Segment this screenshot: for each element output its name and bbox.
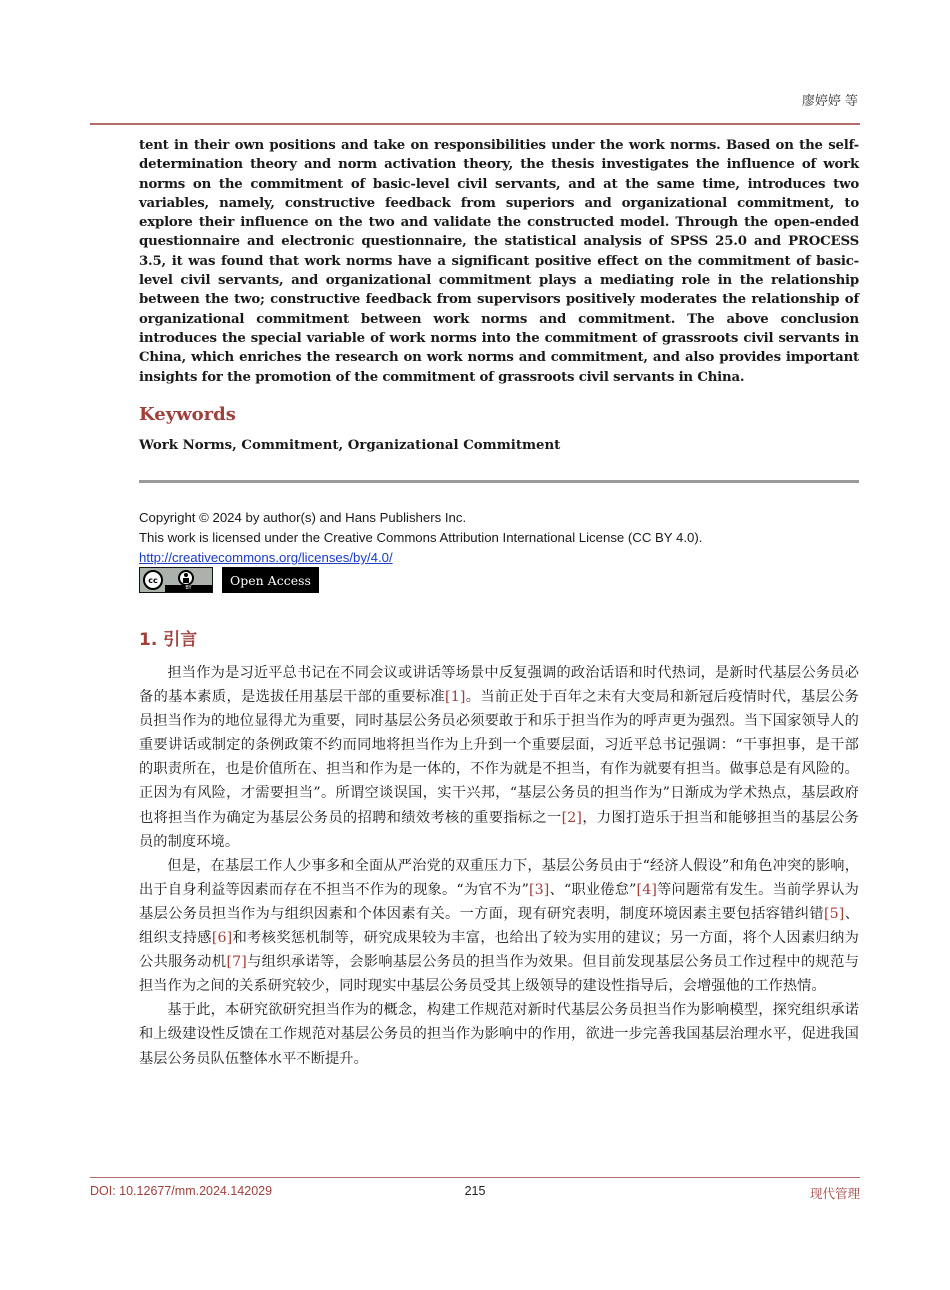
copyright-block: [139, 508, 702, 568]
by-label: BY: [165, 585, 212, 592]
paragraph-3: 基于此，本研究欲研究担当作为的概念，构建工作规范对新时代基层公务员担当作为影响模型，探究组织承诺和上级建设性反馈在工作规范对基层公务员的担当作为影响中的作用，欲进一步完善我国基层治理水平，促进我国基层公务员队伍整体水平不断提升。: [139, 1002, 859, 1067]
open-access-badge: Open Access: [222, 567, 319, 593]
citation-link[interactable]: [1]: [445, 689, 466, 706]
doi-text: DOI: 10.12677/mm.2024.142029: [90, 1184, 273, 1198]
cc-by-badge-icon[interactable]: [139, 567, 213, 593]
license-line: This work is licensed under the Creative Commons Attribution International License (CC BY 4.0).: [139, 530, 703, 545]
journal-name: 现代管理: [809, 1186, 860, 1201]
section-heading: 1. 引言: [139, 630, 198, 650]
citation-link[interactable]: [2]: [561, 809, 583, 826]
license-badges: [139, 567, 319, 593]
cc-icon: cc: [143, 570, 163, 590]
keywords-heading: Keywords: [139, 404, 236, 425]
page-number: 215: [464, 1184, 486, 1198]
abstract-text: tent in their own positions and take on responsibilities under the work norms. Based on the self-determination theory and norm activation theory, the thesis investigates the influence of work norms on the commitment of basic-level civil servants, and at the same time, introduces two variables, namely, constructive feedback from superiors and organizational commitment, to explore their influence on the two and validate the constructed model. Through the open-ended questionnaire and electronic questionnaire, the statistical analysis of SPSS 25.0 and PROCESS 3.5, it was found that work norms have a significant positive effect on the commitment of basic-level civil servants, and organizational commitment plays a mediating role in the relationship between the two; constructive feedback from supervisors positively moderates the relationship of organizational commitment between work norms and commitment. The above conclusion introduces the special variable of work norms into the commitment of grassroots civil servants in China, which enriches the research on work norms and commitment, and also provides important insights for the promotion of the commitment of grassroots civil servants in China.: [139, 138, 859, 385]
section-divider: [139, 480, 859, 483]
citation-link[interactable]: [3]: [528, 881, 550, 898]
citation-link[interactable]: [7]: [226, 954, 247, 971]
citation-link[interactable]: [4]: [636, 881, 658, 898]
footer-divider: [90, 1177, 860, 1178]
citation-link[interactable]: [5]: [823, 905, 845, 922]
person-icon: [178, 570, 194, 586]
license-link[interactable]: http://creativecommons.org/licenses/by/4.0/: [139, 550, 393, 565]
page-footer: [90, 1184, 860, 1204]
running-header-author: 廖婷婷 等: [801, 94, 858, 109]
citation-link[interactable]: [6]: [211, 930, 233, 947]
section-body: [139, 661, 859, 1071]
header-divider: [90, 123, 860, 125]
paragraph-2: 但是，在基层工作人少事多和全面从严治党的双重压力下，基层公务员由于“经济人假设”和角色冲突的影响，出于自身利益等因素而存在不担当不作为的现象。“为官不为”[3]、“职业倦怠”[4]等问题常有发生。当前学界认为基层公务员担当作为与组织因素和个体因素有关。一方面，现有研究表明，制度环境因素主要包括容错纠错[5]、组织支持感[6]和考核奖惩机制等，研究成果较为丰富，也给出了较为实用的建议；另一方面，将个人因素归纳为公共服务动机[7]与组织承诺等，会影响基层公务员的担当作为效果。但目前发现基层公务员工作过程中的规范与担当作为之间的关系研究较少，同时现实中基层公务员受其上级领导的建设性指导后，会增强他的工作热情。: [139, 857, 859, 995]
paragraph-1: 担当作为是习近平总书记在不同会议或讲话等场景中反复强调的政治话语和时代热词，是新时代基层公务员必备的基本素质，是选拔任用基层干部的重要标准[1]。当前正处于百年之未有大变局和新冠后疫情时代，基层公务员担当作为的地位显得尤为重要，同时基层公务员必须要敢于和乐于担当作为的呼声更为强烈。当下国家领导人的重要讲话或制定的条例政策不约而同地将担当作为上升到一个重要层面，习近平总书记强调：“干事担事，是干部的职责所在，也是价值所在、担当和作为是一体的，不作为就是不担当，有作为就要有担当。做事总是有风险的。正因为有风险，才需要担当”。所谓空谈误国，实干兴邦，“基层公务员的担当作为”日渐成为学术热点，基层政府也将担当作为确定为基层公务员的招聘和绩效考核的重要指标之一[2]，力图打造乐于担当和能够担当的基层公务员的制度环境。: [139, 665, 859, 850]
copyright-line: Copyright © 2024 by author(s) and Hans Publishers Inc.: [139, 510, 467, 525]
keywords-text: Work Norms, Commitment, Organizational Commitment: [139, 438, 561, 453]
